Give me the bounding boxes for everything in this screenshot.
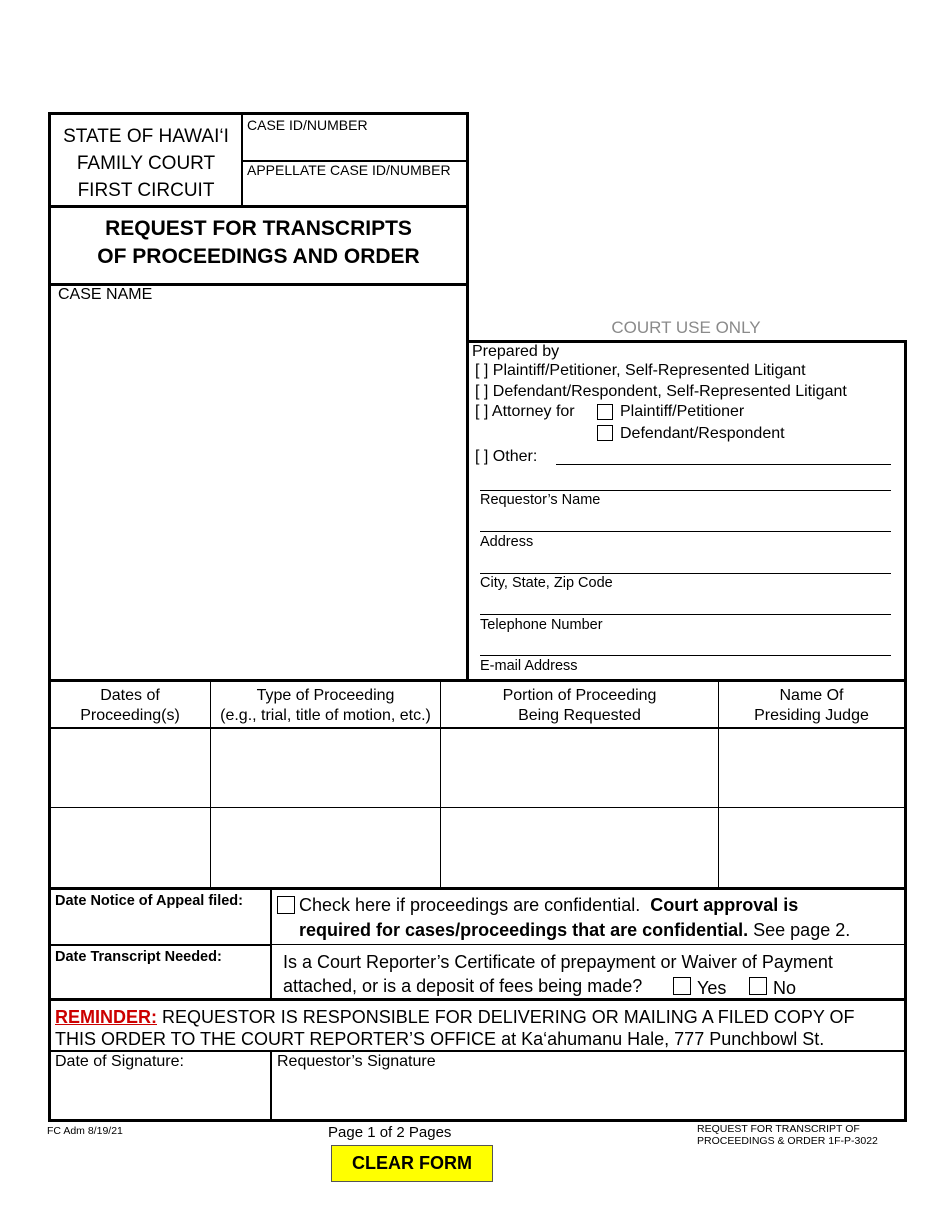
attorney-plaintiff-checkbox[interactable] xyxy=(597,404,613,420)
reminder-text: REMINDER: REQUESTOR IS RESPONSIBLE FOR DELIVERING OR MAILING A FILED COPY OF THIS ORDER TO THE COURT REPORTER’S OFFICE at Ka‘ahumanu Hale, 777 Punchbowl St. xyxy=(55,1007,855,1049)
col-header-judge: Name Of Presiding Judge xyxy=(754,687,869,724)
signature-divider xyxy=(270,1050,272,1120)
case-name-input[interactable] xyxy=(52,308,462,678)
yes-label: Yes xyxy=(697,978,727,998)
border-right xyxy=(904,340,907,1122)
appellate-case-label: APPELLATE CASE ID/NUMBER xyxy=(247,162,451,178)
court-line-3: FIRST CIRCUIT xyxy=(77,180,215,201)
reporter-question-2: attached, or is a deposit of fees being made? xyxy=(283,976,643,996)
table-cell-input[interactable] xyxy=(719,729,904,807)
date-needed-input[interactable] xyxy=(53,969,267,996)
notice-row-line-left xyxy=(48,944,272,946)
city-state-zip-label: City, State, Zip Code xyxy=(480,575,613,591)
case-name-label: CASE NAME xyxy=(58,286,153,303)
court-use-only: COURT USE ONLY xyxy=(611,318,761,337)
address-label: Address xyxy=(480,534,534,550)
court-name xyxy=(52,123,240,204)
no-label: No xyxy=(773,978,797,998)
email-input[interactable] xyxy=(480,655,891,656)
court-line-2: FAMILY COURT xyxy=(76,153,216,174)
bracket-checkbox[interactable]: [ ] xyxy=(475,383,489,400)
table-top-line xyxy=(48,679,907,682)
table-cell-input[interactable] xyxy=(211,808,440,887)
prepared-option-attorney[interactable]: [ ] Attorney for xyxy=(475,403,575,420)
table-cell-input[interactable] xyxy=(441,729,718,807)
bracket-checkbox[interactable]: [ ] xyxy=(475,403,489,420)
page-title: REQUEST FOR TRANSCRIPTS OF PROCEEDINGS AND ORDER xyxy=(97,217,420,268)
address-input[interactable] xyxy=(480,531,891,532)
attorney-defendant-label: Defendant/Respondent xyxy=(620,425,785,442)
date-of-signature-input[interactable] xyxy=(53,1073,267,1117)
col-header-type: Type of Proceeding (e.g., trial, title of motion, etc.) xyxy=(220,687,431,724)
notice-row-line-right xyxy=(270,944,907,945)
form-code: FC Adm 8/19/21 xyxy=(47,1125,123,1137)
table-cell-input[interactable] xyxy=(51,729,210,807)
date-of-signature-label: Date of Signature: xyxy=(55,1053,184,1070)
other-input[interactable] xyxy=(556,464,891,465)
signature-top-line xyxy=(48,1050,907,1052)
header-divider xyxy=(241,112,243,206)
case-id-input[interactable] xyxy=(244,135,464,159)
attorney-plaintiff-label: Plaintiff/Petitioner xyxy=(620,403,745,420)
date-notice-input[interactable] xyxy=(53,913,267,942)
case-id-label: CASE ID/NUMBER xyxy=(247,117,368,133)
telephone-label: Telephone Number xyxy=(480,617,603,633)
requestor-name-label: Requestor’s Name xyxy=(480,492,601,508)
border-top xyxy=(48,112,468,115)
telephone-input[interactable] xyxy=(480,614,891,615)
table-bottom-line xyxy=(48,887,907,890)
city-state-zip-input[interactable] xyxy=(480,573,891,574)
prepared-option-defendant[interactable]: [ ] Defendant/Respondent, Self-Represented Litigant xyxy=(475,383,847,400)
page-number: Page 1 of 2 Pages xyxy=(328,1124,452,1141)
appellate-case-input[interactable] xyxy=(244,180,464,204)
border-mid-vertical xyxy=(466,112,469,682)
table-cell-input[interactable] xyxy=(51,808,210,887)
date-notice-label: Date Notice of Appeal filed: xyxy=(55,893,243,909)
confidential-text: Check here if proceedings are confidential. Court approval is xyxy=(299,895,799,915)
requestor-signature-area xyxy=(275,1073,901,1117)
attorney-defendant-checkbox[interactable] xyxy=(597,425,613,441)
confidential-checkbox[interactable] xyxy=(277,896,295,914)
yes-checkbox[interactable] xyxy=(673,977,691,995)
date-needed-label: Date Transcript Needed: xyxy=(55,949,222,965)
clear-form-button[interactable]: CLEAR FORM xyxy=(331,1145,493,1182)
prepared-by-heading: Prepared by xyxy=(472,343,560,360)
col-header-dates: Dates of Proceeding(s) xyxy=(80,687,180,724)
title-top-line xyxy=(48,205,468,208)
confidential-text-2: required for cases/proceedings that are confidential. See page 2. xyxy=(299,920,851,940)
table-cell-input[interactable] xyxy=(211,729,440,807)
requestor-signature-label: Requestor’s Signature xyxy=(277,1053,436,1070)
prepared-option-other[interactable]: [ ] Other: xyxy=(475,448,538,465)
reminder-label: REMINDER: xyxy=(55,1007,157,1027)
email-label: E-mail Address xyxy=(480,658,578,674)
col-header-portion: Portion of Proceeding Being Requested xyxy=(502,687,657,724)
requestor-name-input[interactable] xyxy=(480,490,891,491)
form-title-footer: REQUEST FOR TRANSCRIPT OF PROCEEDINGS & ORDER 1F-P-3022 xyxy=(697,1123,878,1147)
no-checkbox[interactable] xyxy=(749,977,767,995)
reporter-question-1: Is a Court Reporter’s Certificate of prepayment or Waiver of Payment xyxy=(283,952,833,972)
table-cell-input[interactable] xyxy=(441,808,718,887)
bracket-checkbox[interactable]: [ ] xyxy=(475,362,489,379)
bracket-checkbox[interactable]: [ ] xyxy=(475,448,489,465)
table-cell-input[interactable] xyxy=(719,808,904,887)
prepared-option-plaintiff[interactable]: [ ] Plaintiff/Petitioner, Self-Represented Litigant xyxy=(475,362,806,379)
court-line-1: STATE OF HAWAI‘I xyxy=(63,126,229,147)
border-bottom xyxy=(48,1119,907,1122)
